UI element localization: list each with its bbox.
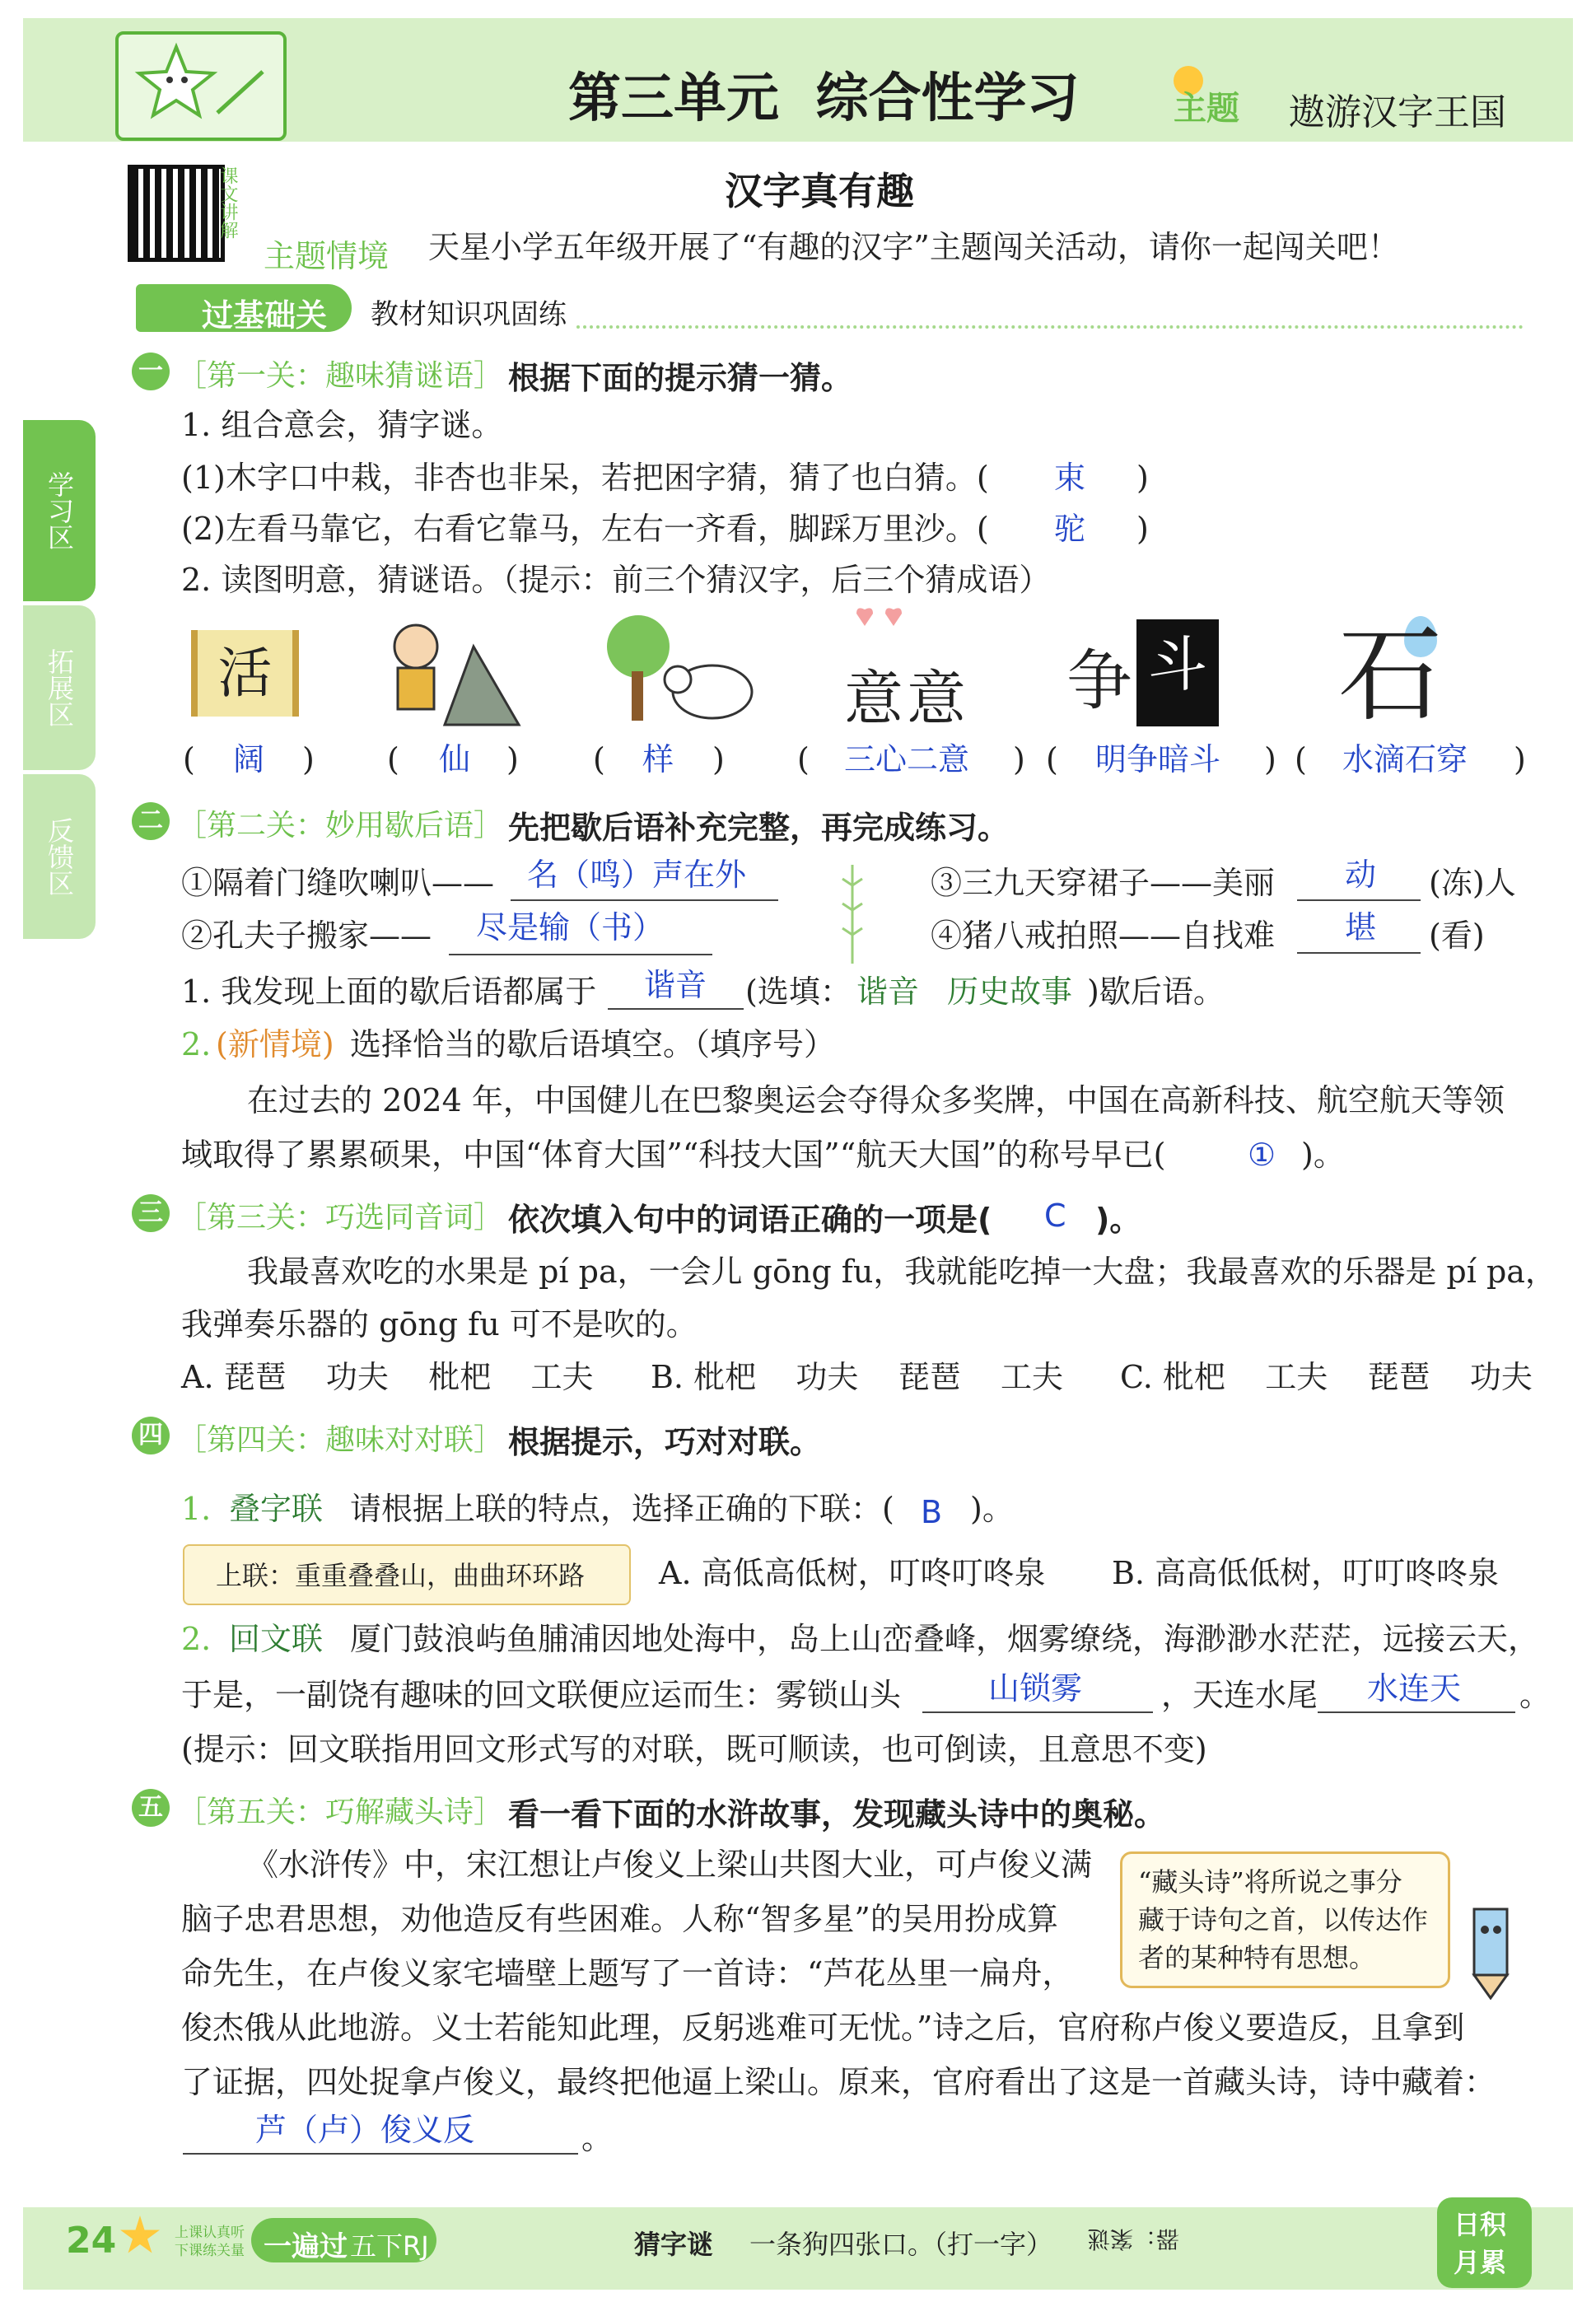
- tree-sheep-pic: [597, 614, 762, 729]
- q4-s2-line1: 厦门鼓浪屿鱼脯浦因地处海中，岛上山峦叠峰，烟雾缭绕，海渺渺水茫茫，远接云天，: [350, 1621, 1540, 1657]
- q2-item1-answer[interactable]: 名（鸣）声在外: [527, 857, 747, 893]
- paren: ): [1264, 741, 1276, 777]
- q4-s2-tag: 回文联: [229, 1621, 324, 1657]
- page-title: 汉字真有趣: [725, 169, 914, 213]
- paren: ): [506, 741, 519, 777]
- pic-shi-char: 石: [1338, 614, 1442, 735]
- q3-line1: 我最喜欢吃的水果是 pí pa，一会儿 gōng fu，我就能吃掉一大盘；我最喜欢的乐器是 pí pa，: [247, 1254, 1556, 1290]
- footer-riddle-text: 一条狗四张口。（打一字）: [749, 2229, 1053, 2260]
- q3-desc: 依次填入句中的词语正确的一项是(: [508, 1202, 992, 1238]
- paren: ): [712, 741, 725, 777]
- q3-option-c[interactable]: C. 枇杷 工夫 琵琶 功夫: [1120, 1359, 1533, 1395]
- q2-p1-suffix-b: )歇后语。: [1087, 974, 1225, 1010]
- q4-s1-text: 请根据上联的特点，选择正确的下联：(: [350, 1491, 894, 1527]
- pic-answer-6[interactable]: 水滴石穿: [1342, 741, 1468, 777]
- note-line-2: 藏于诗句之首，以传达作: [1138, 1904, 1429, 1935]
- paren: (: [797, 741, 810, 777]
- q5-blank: [183, 2153, 578, 2155]
- q4-s1-answer[interactable]: B: [921, 1494, 943, 1530]
- q4-blank-2: [1318, 1711, 1515, 1713]
- footer-slogan-1: 上课认真听: [175, 2225, 245, 2241]
- q5-answer[interactable]: 芦（卢）俊义反: [255, 2112, 475, 2148]
- q5-line3: 命先生，在卢俊义家宅墙壁上题写了一首诗：“芦花丛里一扁舟，: [181, 1955, 1074, 1991]
- q5-number: 五: [132, 1789, 170, 1827]
- q4-option-b[interactable]: B. 高高低低树，叮叮咚咚泉: [1112, 1555, 1500, 1591]
- q5-desc: 看一看下面的水浒故事，发现藏头诗中的奥秘。: [508, 1796, 1166, 1833]
- pic-zheng-char: 争: [1066, 642, 1132, 719]
- q5-line1: 《水浒传》中，宋江想让卢俊义上梁山共图大业，可卢俊义满: [247, 1847, 1093, 1883]
- q2-item3-suffix: (冻)人: [1429, 865, 1516, 901]
- q5-line5: 了证据，四处捉拿卢俊义，最终把他逼上梁山。原来，官府看出了这是一首藏头诗，诗中藏着：: [181, 2064, 1496, 2100]
- paren: (: [1046, 741, 1058, 777]
- q5-end: 。: [581, 2120, 614, 2156]
- q1-close2: ): [1136, 511, 1149, 547]
- q2-p1-answer[interactable]: 谐音: [644, 967, 707, 1003]
- q4-s1-num: 1.: [181, 1491, 212, 1527]
- tab-extension-area[interactable]: 拓展区: [23, 605, 96, 770]
- q4-s2-num: 2.: [181, 1621, 212, 1657]
- q2-item1-prefix: ①隔着门缝吹喇叭——: [181, 865, 495, 901]
- hearts-icon: [852, 601, 910, 634]
- theme-text: 遨游汉字王国: [1289, 91, 1506, 133]
- section-banner-subtitle: 教材知识巩固练: [371, 298, 567, 331]
- paren: ): [1514, 741, 1526, 777]
- q4-blank-1: [922, 1711, 1153, 1713]
- q2-item4-prefix: ④猪八戒拍照——自找难: [931, 918, 1276, 954]
- q4-s2-end: 。: [1519, 1677, 1552, 1713]
- pic-dou-char: 斗: [1147, 630, 1207, 699]
- q2-item4-blank: [1297, 952, 1421, 954]
- pic-dou-block: [1136, 619, 1219, 726]
- q1-close1: ): [1136, 460, 1149, 496]
- q1-level: ［第一关：趣味猜谜语］: [177, 359, 504, 393]
- q4-s2-mid: ，天连水尾: [1161, 1677, 1318, 1713]
- immortal-pic: [375, 614, 523, 729]
- q2-para-answer[interactable]: ①: [1248, 1137, 1276, 1173]
- footer-badge-line2: 月累: [1454, 2247, 1507, 2278]
- q2-para-line2: 域取得了累累硕果，中国“体育大国”“科技大国”“航天大国”的称号早已(: [181, 1137, 1166, 1173]
- pic-answer-3[interactable]: 样: [642, 741, 674, 777]
- q5-line4: 俊杰俄从此地游。义士若能知此理，反躬逃难可无忧。”诗之后，官府称卢俊义要造反，且拿到: [181, 2010, 1465, 2046]
- header-logo-board: [115, 31, 287, 141]
- scenario-text: 天星小学五年级开展了“有趣的汉字”主题闯关活动，请你一起闯关吧！: [428, 229, 1399, 265]
- q3-option-b[interactable]: B. 枇杷 功夫 琵琶 工夫: [651, 1359, 1064, 1395]
- dotted-divider: [576, 325, 1524, 329]
- footer-riddle-label: 猜字谜: [634, 2229, 714, 2260]
- paren: (: [1295, 741, 1307, 777]
- q5-level: ［第五关：巧解藏头诗］: [177, 1795, 504, 1829]
- q4-s2-hint: (提示：回文联指用回文形式写的对联，既可顺读，也可倒读，且意思不变): [181, 1731, 1207, 1767]
- q1-sub2: 2. 读图明意，猜谜语。（提示：前三个猜汉字，后三个猜成语）: [181, 562, 1051, 598]
- q2-desc: 先把歇后语补充完整，再完成练习。: [508, 810, 1010, 846]
- unit-title: 第三单元 综合性学习: [568, 68, 1080, 129]
- leaf-divider-icon: [836, 861, 869, 968]
- q2-para-suffix: )。: [1301, 1137, 1345, 1173]
- tab-feedback-area[interactable]: 反馈区: [23, 774, 96, 939]
- theme-label: 主题: [1174, 90, 1239, 128]
- q2-p1-opt1: 谐音: [856, 974, 920, 1010]
- q3-desc-suffix: )。: [1095, 1202, 1141, 1238]
- q2-p2-num: 2.: [181, 1026, 212, 1062]
- pic-answer-1[interactable]: 阔: [233, 741, 265, 777]
- section-banner-label: 过基础关: [202, 297, 328, 334]
- footer-grade: 五下RJ: [350, 2230, 429, 2262]
- q2-item3-prefix: ③三九天穿裙子——美丽: [931, 865, 1276, 901]
- pencil-mascot-icon: [1458, 1893, 1524, 2000]
- q2-p1-prefix: 1. 我发现上面的歇后语都属于: [181, 974, 597, 1010]
- q2-p2-tag: (新情境): [216, 1026, 334, 1062]
- q4-s1-close: )。: [970, 1491, 1014, 1527]
- q3-answer[interactable]: C: [1044, 1198, 1066, 1234]
- note-line-1: “藏头诗”将所说之事分: [1138, 1866, 1402, 1898]
- q4-s2-answer2[interactable]: 水连天: [1367, 1670, 1462, 1707]
- q5-line2: 脑子忠君思想，劝他造反有些困难。人称“智多星”的吴用扮成算: [181, 1901, 1058, 1937]
- pic-answer-5[interactable]: 明争暗斗: [1095, 741, 1221, 777]
- pic-huo-char: 活: [217, 642, 273, 705]
- q2-para-line1: 在过去的 2024 年，中国健儿在巴黎奥运会夺得众多奖牌，中国在高新科技、航空航天等领: [247, 1082, 1505, 1118]
- pic-yiyi-chars: 意意: [844, 664, 970, 733]
- q1-answer2[interactable]: 驼: [1054, 511, 1086, 547]
- q1-answer1[interactable]: 束: [1054, 460, 1086, 496]
- q1-riddle2: (2)左看马靠它，右看它靠马，左右一齐看，脚踩万里沙。(: [181, 511, 989, 547]
- q3-line2: 我弹奏乐器的 gōng fu 可不是吹的。: [181, 1306, 698, 1342]
- scenario-label: 主题情境: [264, 238, 390, 274]
- footer-badge-line1: 日积: [1454, 2209, 1507, 2240]
- q2-p1-opt2: 历史故事: [947, 974, 1073, 1010]
- pic-huo-door: [191, 630, 299, 717]
- q2-p1-suffix-a: (选填：: [745, 974, 852, 1010]
- q4-level: ［第四关：趣味对对联］: [177, 1423, 504, 1457]
- star-mascot-icon: [119, 35, 283, 138]
- q3-number: 三: [132, 1194, 170, 1232]
- q1-riddle1: (1)木字口中栽，非杏也非呆，若把困字猜，猜了也白猜。(: [181, 460, 989, 496]
- q2-item2-prefix: ②孔夫子搬家——: [181, 918, 432, 954]
- q4-s2-answer1[interactable]: 山锁雾: [988, 1670, 1083, 1707]
- paren: (: [593, 741, 605, 777]
- q1-desc: 根据下面的提示猜一猜。: [508, 360, 853, 396]
- footer-slogan-2: 下课练关量: [175, 2243, 245, 2259]
- footer-riddle-answer: 器：案谜: [1087, 2225, 1180, 2253]
- q2-item3-blank: [1297, 899, 1421, 901]
- footer-brand: 一遍过: [264, 2230, 348, 2263]
- paren: (: [387, 741, 399, 777]
- pic-answer-2[interactable]: 仙: [439, 741, 471, 777]
- qr-code[interactable]: [128, 165, 225, 262]
- q4-s1-tag: 叠字联: [229, 1491, 324, 1527]
- q4-upper-couplet: 上联：重重叠叠山，曲曲环环路: [216, 1560, 586, 1591]
- q2-item2-answer[interactable]: 尽是输（书）: [476, 909, 665, 946]
- q2-item1-blank: [511, 899, 778, 901]
- q2-level: ［第二关：妙用歇后语］: [177, 809, 504, 843]
- qr-side-text: 课文讲解: [217, 166, 238, 239]
- q4-desc: 根据提示，巧对对联。: [508, 1424, 822, 1460]
- tab-study-area[interactable]: 学习区: [23, 420, 96, 601]
- note-line-3: 者的某种特有思想。: [1138, 1942, 1376, 1973]
- q3-option-a[interactable]: A. 琵琶 功夫 枇杷 工夫: [181, 1359, 594, 1395]
- paren: (: [183, 741, 195, 777]
- q2-item4-answer[interactable]: 堪: [1345, 909, 1377, 946]
- q1-number: 一: [132, 353, 170, 390]
- q4-number: 四: [132, 1417, 170, 1455]
- pic-answer-4[interactable]: 三心二意: [844, 741, 970, 777]
- q2-item3-answer[interactable]: 动: [1345, 857, 1377, 893]
- paren: ): [302, 741, 315, 777]
- q2-item4-suffix: (看): [1429, 918, 1485, 954]
- q2-item2-blank: [449, 954, 712, 955]
- page-number: 24: [66, 2220, 117, 2262]
- q2-p2-text: 选择恰当的歇后语填空。（填序号）: [350, 1026, 836, 1062]
- q1-sub1: 1. 组合意会，猜字谜。: [181, 407, 503, 443]
- q2-p1-blank: [608, 1008, 744, 1010]
- q4-s2-line2: 于是，一副饶有趣味的回文联便应运而生：雾锁山头: [181, 1677, 902, 1713]
- q4-option-a[interactable]: A. 高低高低树，叮咚叮咚泉: [659, 1555, 1046, 1591]
- q3-level: ［第三关：巧选同音词］: [177, 1201, 504, 1235]
- paren: ): [1013, 741, 1025, 777]
- q2-number: 二: [132, 802, 170, 840]
